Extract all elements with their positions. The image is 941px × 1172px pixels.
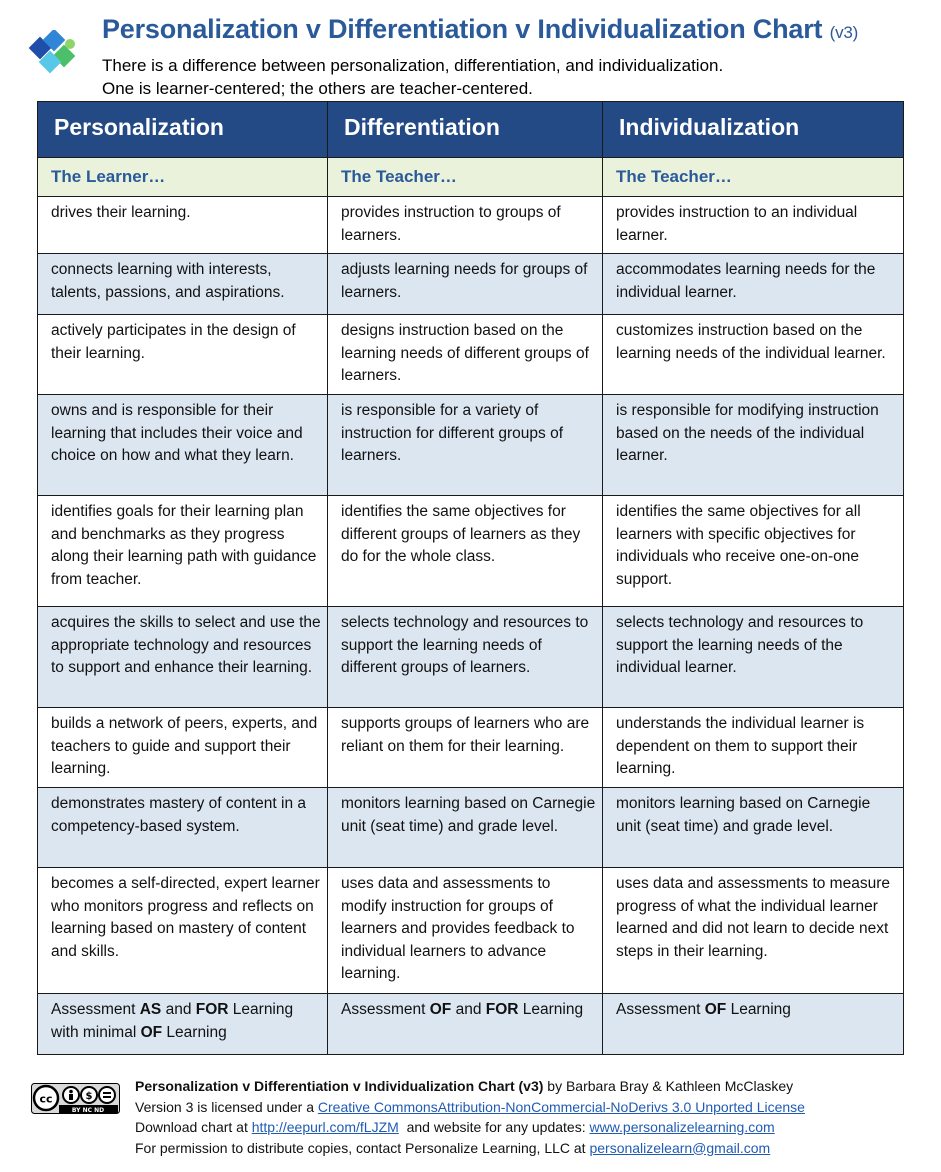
table-cell: uses data and assessments to measure progress of what the individual learner learned and did not learn to decide next steps in their learning. <box>603 868 904 994</box>
subheader-row <box>38 158 904 197</box>
table-row <box>38 197 904 254</box>
footer-line-license: Version 3 is licensed under a Creative CommonsAttribution-NonCommercial-NoDerivs 3.0 Unported License <box>135 1098 805 1115</box>
table-cell: monitors learning based on Carnegie unit (seat time) and grade level. <box>328 788 603 868</box>
creative-commons-badge-icon <box>31 1083 120 1114</box>
table-cell: owns and is responsible for their learning that includes their voice and choice on how and what they learn. <box>38 395 328 496</box>
table-cell: understands the individual learner is dependent on them to support their learning. <box>603 708 904 788</box>
table-cell: identifies the same objectives for different groups of learners as they do for the whole class. <box>328 496 603 607</box>
table-cell: identifies goals for their learning plan and benchmarks as they progress along their learning path with guidance from teacher. <box>38 496 328 607</box>
puzzle-logo-icon <box>26 30 90 80</box>
table-row <box>38 315 904 395</box>
table-cell: is responsible for a variety of instruction for different groups of learners. <box>328 395 603 496</box>
svg-text:$: $ <box>85 1091 93 1102</box>
assessment-personalization: Assessment AS and FOR Learning with minimal OF Learning <box>38 994 328 1055</box>
table-cell: provides instruction to groups of learners. <box>328 197 603 254</box>
table-row <box>38 708 904 788</box>
table-cell: provides instruction to an individual learner. <box>603 197 904 254</box>
table-cell: builds a network of peers, experts, and teachers to guide and support their learning. <box>38 708 328 788</box>
cc-badge-label: BY NC ND <box>71 1107 105 1114</box>
table-cell: identifies the same objectives for all learners with specific objectives for individuals who receive one-on-one support. <box>603 496 904 607</box>
table-cell: actively participates in the design of their learning. <box>38 315 328 395</box>
table-cell: designs instruction based on the learning needs of different groups of learners. <box>328 315 603 395</box>
column-header-individualization: Individualization <box>603 102 904 158</box>
column-header-differentiation: Differentiation <box>328 102 603 158</box>
svg-text:cc: cc <box>39 1092 53 1106</box>
document-header <box>0 0 941 100</box>
table-cell: selects technology and resources to support the learning needs of different groups of learners. <box>328 607 603 708</box>
email-link[interactable]: personalizelearn@gmail.com <box>589 1139 771 1156</box>
assessment-differentiation: Assessment OF and FOR Learning <box>328 994 603 1055</box>
table-cell: connects learning with interests, talents, passions, and aspirations. <box>38 254 328 315</box>
table-cell: monitors learning based on Carnegie unit (seat time) and grade level. <box>603 788 904 868</box>
table-row <box>38 788 904 868</box>
table-row <box>38 254 904 315</box>
table-cell: supports groups of learners who are reliant on them for their learning. <box>328 708 603 788</box>
subheader-teacher: The Teacher… <box>328 158 603 197</box>
license-link[interactable]: Creative CommonsAttribution-NonCommercial-NoDerivs 3.0 Unported License <box>317 1098 805 1115</box>
page-title: Personalization v Differentiation v Individualization Chart (v3) <box>102 14 859 44</box>
table-cell: demonstrates mastery of content in a competency-based system. <box>38 788 328 868</box>
table-row <box>38 395 904 496</box>
table-cell: customizes instruction based on the learning needs of the individual learner. <box>603 315 904 395</box>
subheader-teacher: The Teacher… <box>603 158 904 197</box>
version-label: (v3) <box>829 23 859 42</box>
footer-text <box>135 1076 805 1158</box>
page-subtitle: There is a difference between personalization, differentiation, and individualization. One is learner-centered; the others are teacher-centered. <box>102 56 724 98</box>
assessment-row <box>38 994 904 1055</box>
table-cell: accommodates learning needs for the individual learner. <box>603 254 904 315</box>
table-cell: drives their learning. <box>38 197 328 254</box>
table-cell: selects technology and resources to support the learning needs of the individual learner. <box>603 607 904 708</box>
subheader-learner: The Learner… <box>38 158 328 197</box>
footer-line-download: Download chart at http://eepurl.com/fLJZM and website for any updates: www.personalizelearning.com <box>135 1119 775 1135</box>
column-header-personalization: Personalization <box>38 102 328 158</box>
footer-line-permission: For permission to distribute copies, contact Personalize Learning, LLC at personalizelearn@gmail.com <box>135 1139 771 1156</box>
table-cell: uses data and assessments to modify instruction for groups of learners and provides feedback to individual learners to advance learning. <box>328 868 603 994</box>
table-cell: is responsible for modifying instruction based on the needs of the individual learner. <box>603 395 904 496</box>
table-row <box>38 868 904 994</box>
table-cell: becomes a self-directed, expert learner who monitors progress and reflects on learning based on mastery of content and skills. <box>38 868 328 994</box>
website-link[interactable]: www.personalizelearning.com <box>589 1119 775 1135</box>
table-row <box>38 607 904 708</box>
assessment-individualization: Assessment OF Learning <box>603 994 904 1055</box>
table-row <box>38 496 904 607</box>
comparison-table <box>37 101 904 1055</box>
download-link[interactable]: http://eepurl.com/fLJZM <box>251 1119 399 1135</box>
document-footer <box>0 1070 941 1172</box>
footer-line-credit: Personalization v Differentiation v Individualization Chart (v3) by Barbara Bray & Kathleen McClaskey <box>135 1078 794 1094</box>
table-cell: adjusts learning needs for groups of learners. <box>328 254 603 315</box>
column-header-row <box>38 102 904 158</box>
table-cell: acquires the skills to select and use the appropriate technology and resources to support and enhance their learning. <box>38 607 328 708</box>
